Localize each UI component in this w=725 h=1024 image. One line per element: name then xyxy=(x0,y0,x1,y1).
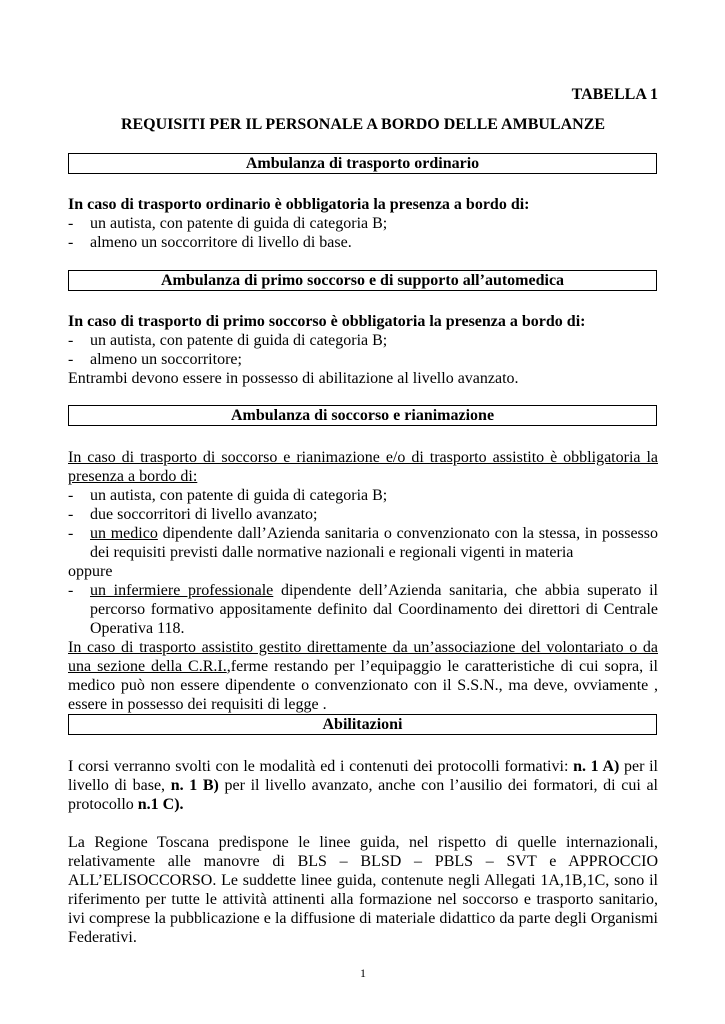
section1-body xyxy=(68,195,658,252)
list-item: - almeno un soccorritore; xyxy=(68,351,242,368)
section-box-abilitazioni: Abilitazioni xyxy=(68,714,657,735)
table-label: TABELLA 1 xyxy=(571,86,658,103)
section4-paragraph-1: I corsi verranno svolti con le modalità ed i contenuti dei protocolli formativi: n. 1 A) per il livello di base, n. 1 B) per il livello avanzato, anche con l’ausilio dei formatori, di cui al protocollo n.1 C). xyxy=(68,758,658,813)
list-item: - almeno un soccorritore di livello di base. xyxy=(68,234,352,251)
list-item: - un autista, con patente di guida di categoria B; xyxy=(68,215,388,232)
section3-intro: In caso di trasporto di soccorso e rianimazione e/o di trasporto assistito è obbligatoria la presenza a bordo di: xyxy=(68,449,658,485)
list-item: - un autista, con patente di guida di categoria B; xyxy=(68,487,388,504)
section-box-soccorso-rianimazione: Ambulanza di soccorso e rianimazione xyxy=(68,405,657,426)
section-box-primo-soccorso: Ambulanza di primo soccorso e di supporto all’automedica xyxy=(68,270,657,291)
section3-body xyxy=(68,448,658,714)
section-box-trasporto-ordinario: Ambulanza di trasporto ordinario xyxy=(68,153,657,174)
page-number: 1 xyxy=(360,966,366,980)
section2-body xyxy=(68,312,658,388)
list-item: - un autista, con patente di guida di categoria B; xyxy=(68,332,388,349)
section3-closing: In caso di trasporto assistito gestito direttamente da un’associazione del volontariato o da una sezione della C.R.I.,ferme restando per l’equipaggio le caratteristiche di cui sopra, il medico può non essere dipendente o convenzionato con il S.S.N., ma deve, ovviamente , essere in possesso dei requisiti di legge . xyxy=(68,639,659,713)
document-title: REQUISITI PER IL PERSONALE A BORDO DELLE AMBULANZE xyxy=(120,116,606,133)
section2-intro: In caso di trasporto di primo soccorso è obbligatoria la presenza a bordo di: xyxy=(68,313,586,330)
oppure-text: oppure xyxy=(68,563,113,580)
list-item: - un infermiere professionale dipendente dell’Azienda sanitaria, che abbia superato il percorso formativo appositamente definito dal Coordinamento dei direttori di Centrale Operativa 118. xyxy=(68,582,658,637)
section4-body xyxy=(68,757,658,947)
section1-intro: In caso di trasporto ordinario è obbligatoria la presenza a bordo di: xyxy=(68,196,530,213)
section4-paragraph-2: La Regione Toscana predispone le linee guida, nel rispetto di quelle internazionali, relativamente alle manovre di BLS – BLSD – PBLS – SVT e APPROCCIO ALL’ELISOCCORSO. Le suddette linee guida, contenute negli Allegati 1A,1B,1C, sono il riferimento per tutte le attività attinenti alla formazione nel soccorso e trasporto sanitario, ivi comprese la pubblicazione e la diffusione di materiale didattico da parte degli Organismi Federativi. xyxy=(68,834,658,946)
list-item: - due soccorritori di livello avanzato; xyxy=(68,506,318,523)
section2-note: Entrambi devono essere in possesso di abilitazione al livello avanzato. xyxy=(68,370,519,387)
list-item: - un medico dipendente dall’Azienda sanitaria o convenzionato con la stessa, in possesso dei requisiti previsti dalle normative nazionali e regionali vigenti in materia xyxy=(68,525,659,561)
